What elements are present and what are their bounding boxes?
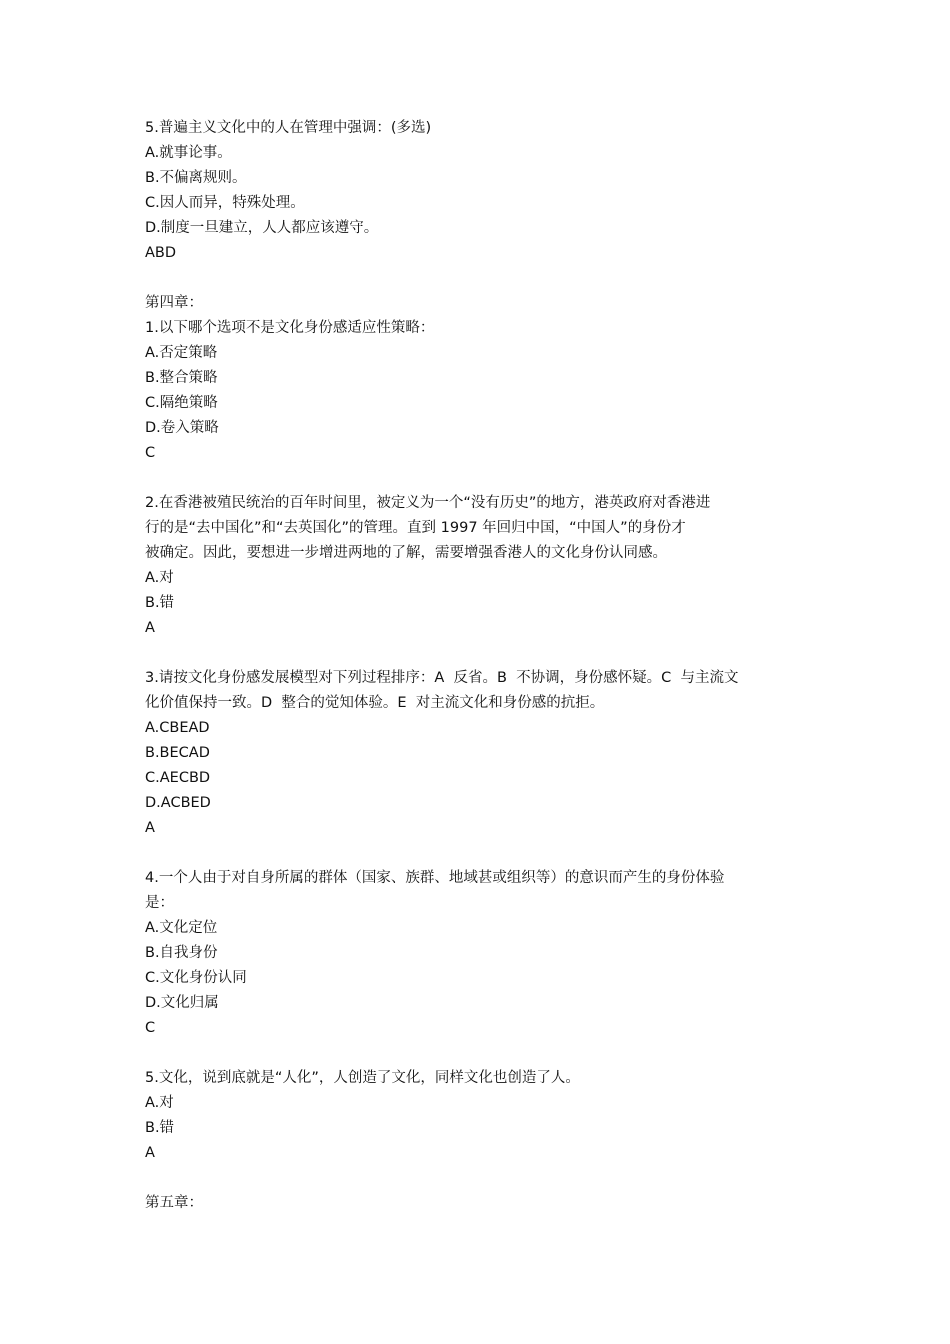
option-b: B.错 — [145, 595, 175, 611]
option-c: C.因人而异，特殊处理。 — [145, 195, 305, 211]
chapter-heading: 第四章： — [145, 295, 203, 311]
option-b: B.整合策略 — [145, 370, 218, 386]
answer: C — [145, 1020, 156, 1036]
option-a: A.否定策略 — [145, 345, 218, 361]
chapter-heading: 第五章： — [145, 1195, 203, 1211]
question-text: 5.普遍主义文化中的人在管理中强调：(多选) — [145, 120, 432, 136]
question-text-line: 化价值保持一致。D 整合的觉知体验。E 对主流文化和身份感的抗拒。 — [145, 695, 605, 711]
answer: A — [145, 820, 155, 836]
option-a: A.对 — [145, 570, 174, 586]
question-text-line: 被确定。因此，要想进一步增进两地的了解，需要增强香港人的文化身份认同感。 — [145, 545, 667, 561]
answer: ABD — [145, 245, 177, 261]
question-text: 1.以下哪个选项不是文化身份感适应性策略： — [145, 320, 435, 336]
question-text-line: 4.一个人由于对自身所属的群体（国家、族群、地域甚或组织等）的意识而产生的身份体验 — [145, 870, 725, 886]
option-a: A.文化定位 — [145, 920, 218, 936]
question-text: 5.文化，说到底就是“人化”，人创造了文化，同样文化也创造了人。 — [145, 1070, 580, 1086]
answer: A — [145, 1145, 155, 1161]
option-b: B.自我身份 — [145, 945, 218, 961]
option-d: D.卷入策略 — [145, 420, 219, 436]
option-d: D.文化归属 — [145, 995, 219, 1011]
option-c: C.文化身份认同 — [145, 970, 247, 986]
option-d: D.制度一旦建立，人人都应该遵守。 — [145, 220, 379, 236]
option-c: C.隔绝策略 — [145, 395, 218, 411]
option-a: A.就事论事。 — [145, 145, 232, 161]
option-b: B.不偏离规则。 — [145, 170, 247, 186]
question-text-line: 是： — [145, 895, 174, 911]
option-b: B.错 — [145, 1120, 175, 1136]
option-a: A.对 — [145, 1095, 174, 1111]
document-page — [145, 116, 815, 1216]
option-b: B.BECAD — [145, 745, 210, 761]
question-text-line: 行的是“去中国化”和“去英国化”的管理。直到 1997 年回归中国，“中国人”的身份才 — [145, 520, 686, 536]
answer: A — [145, 620, 155, 636]
question-block — [145, 316, 815, 466]
option-d: D.ACBED — [145, 795, 211, 811]
question-block — [145, 1066, 815, 1166]
option-c: C.AECBD — [145, 770, 211, 786]
option-a: A.CBEAD — [145, 720, 210, 736]
question-block — [145, 491, 815, 641]
answer: C — [145, 445, 156, 461]
question-text-line: 2.在香港被殖民统治的百年时间里，被定义为一个“没有历史”的地方，港英政府对香港进 — [145, 495, 711, 511]
question-block — [145, 866, 815, 1041]
question-block — [145, 666, 815, 841]
question-block — [145, 116, 815, 266]
question-text-line: 3.请按文化身份感发展模型对下列过程排序：A 反省。B 不协调，身份感怀疑。C 与主流文 — [145, 670, 739, 686]
